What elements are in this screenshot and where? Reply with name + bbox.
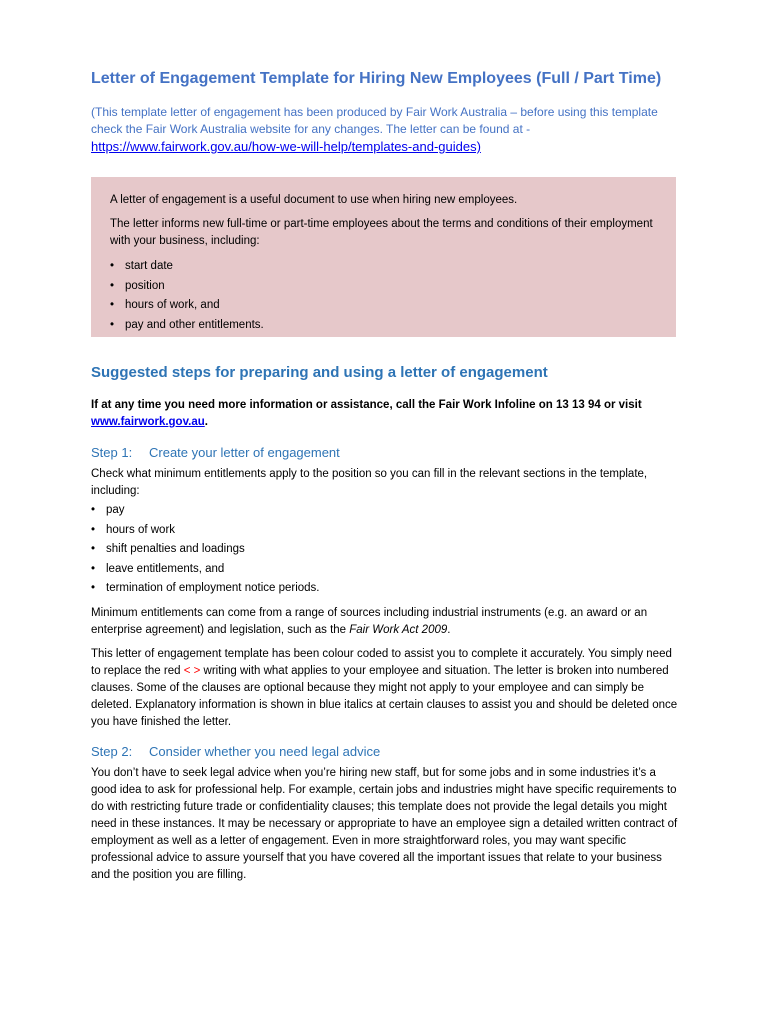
step-2-title: Consider whether you need legal advice [149, 744, 381, 759]
intro-line-1: (This template letter of engagement has been produced by Fair Work Australia – before using this template [91, 105, 658, 119]
list-item: • hours of work [91, 521, 679, 541]
notice-end: . [204, 416, 208, 428]
legal-advice-paragraph: You don’t have to seek legal advice when you’re hiring new staff, but for some jobs and in some industries it’s a good idea to ask for professional help. For example, certain jobs and industries might have specific requirements to do with restricting future trade or confidentiality clauses; this template does not provide the legal details you might need in these instances. It may be necessary or appropriate to have an employee sign a detailed written contract of employment as well as a letter of engagement. Even in more straightforward roles, you may want specific professional advice to assure yourself that you have covered all the important issues that relate to your business and the position you are filling. [91, 767, 678, 881]
templates-guides-link[interactable]: https://www.fairwork.gov.au/how-we-will-help/templates-and-guides) [91, 139, 481, 154]
list-item: • pay [91, 501, 679, 521]
intro-note [91, 104, 691, 155]
paragraph-text: Minimum entitlements can come from a range of sources including industrial instruments (e.g. an award or an enterprise agreement) and legislation, such as the [91, 606, 648, 636]
info-box-list [110, 257, 658, 335]
document-title: Letter of Engagement Template for Hiring New Employees (Full / Part Time) [91, 70, 662, 87]
step-1-intro: Check what minimum entitlements apply to the position so you can fill in the relevant sections in the template, including: [91, 468, 648, 497]
paragraph-text: writing with what applies to your employee and situation. The letter is broken into numbered clauses. Some of the clauses are optional because they might not apply to your employee and can simply be deleted. Explanatory information is shown in blue italics at certain clauses to assist you and should be deleted once you have finished the letter. [91, 664, 678, 728]
minimum-entitlements-paragraph [91, 605, 679, 639]
list-item: • shift penalties and loadings [91, 540, 679, 560]
list-item: • leave entitlements, and [91, 560, 679, 580]
list-item: • start date [110, 257, 658, 277]
infoline-text: If at any time you need more information or assistance, call the Fair Work Infoline on 13 13 94 or visit [91, 399, 642, 411]
step-2-body [91, 765, 679, 884]
paragraph-end: . [447, 623, 451, 636]
list-item: • hours of work, and [110, 296, 658, 316]
red-placeholder-marker: < > [183, 664, 201, 677]
list-item: • pay and other entitlements. [110, 316, 658, 336]
list-item: • termination of employment notice periods. [91, 579, 679, 599]
info-box-description: The letter informs new full-time or part-time employees about the terms and conditions of their employment with your business, including: [110, 218, 653, 247]
act-name: Fair Work Act 2009 [349, 623, 448, 636]
entitlements-list [91, 501, 679, 599]
fairwork-link[interactable]: www.fairwork.gov.au [91, 416, 205, 428]
step-1-number: Step 1: [91, 445, 133, 460]
step-1-title: Create your letter of engagement [149, 445, 340, 460]
step-2-heading [91, 744, 380, 759]
section-heading: Suggested steps for preparing and using a letter of engagement [91, 364, 548, 381]
intro-line-2: check the Fair Work Australia website for any changes. The letter can be found at - [91, 122, 531, 136]
list-item: • position [110, 277, 658, 297]
step-2-number: Step 2: [91, 744, 133, 759]
step-1-body [91, 466, 679, 731]
infoline-notice [91, 397, 681, 431]
colour-coding-paragraph [91, 646, 679, 731]
paragraph-text: This letter of engagement template has been colour coded to assist you to complete it accurately. You simply need to replace the red [91, 647, 672, 677]
info-box-intro: A letter of engagement is a useful document to use when hiring new employees. [110, 194, 518, 206]
info-box [91, 177, 676, 337]
step-1-heading [91, 445, 340, 460]
